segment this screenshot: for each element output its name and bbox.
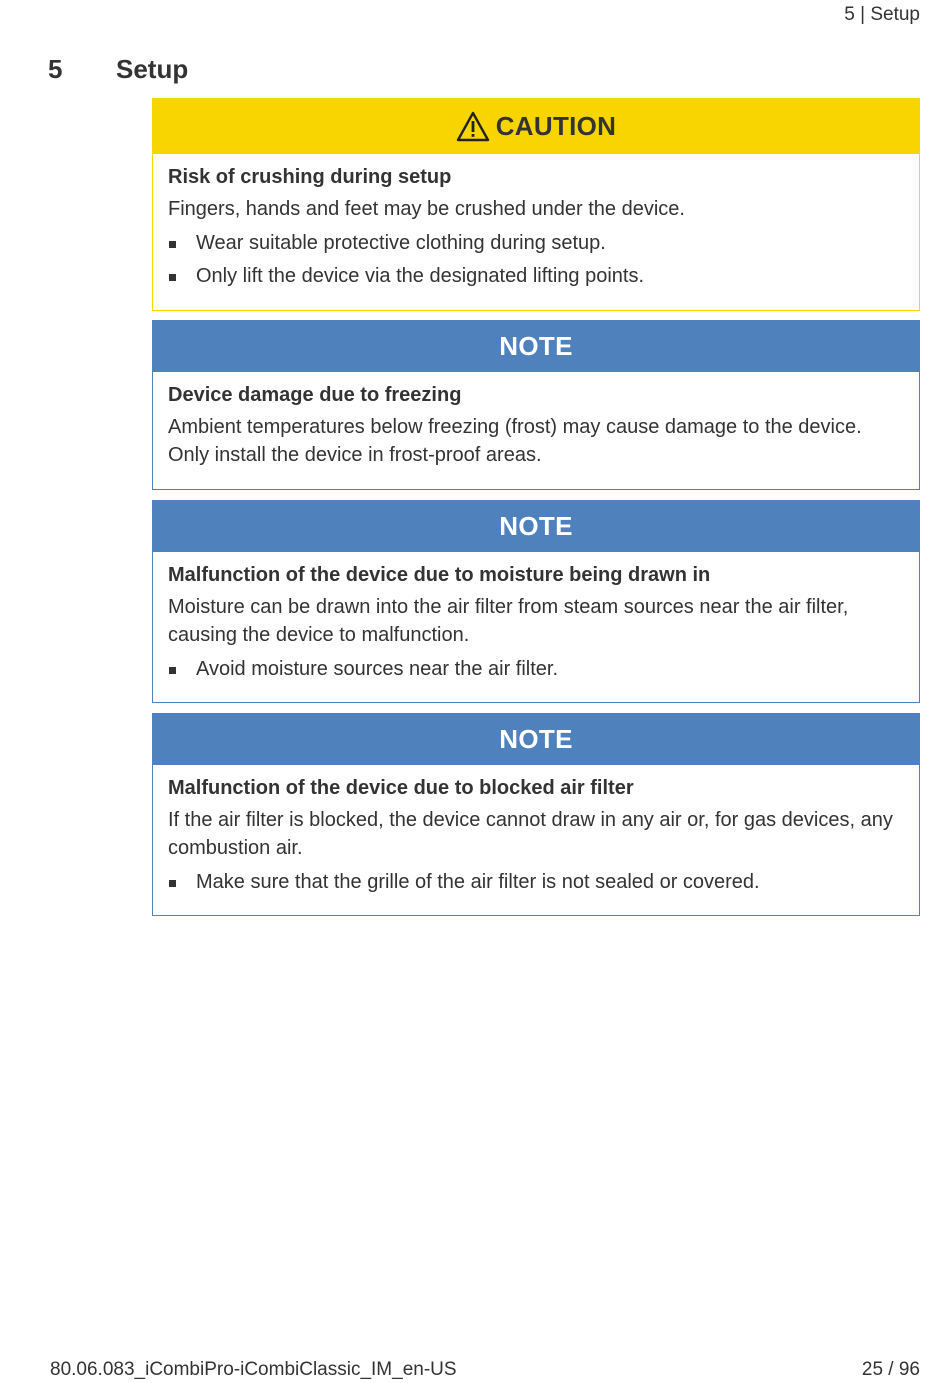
note-box-blocked-filter [152,713,920,916]
note-text: Moisture can be drawn into the air filter from steam sources near the air filter, causing the device to malfunction. [168,596,849,646]
note-body [153,552,919,686]
note-header: NOTE [153,321,919,372]
note-box-freezing [152,320,920,490]
footer-document-id: 80.06.083_iCombiPro-iCombiClassic_IM_en-US [50,1359,457,1380]
note-box-moisture [152,500,920,703]
note-body [153,372,919,469]
caution-label: CAUTION [495,111,617,141]
note-header: NOTE [153,714,919,765]
chapter-number: 5 [48,54,63,84]
note-body [153,765,919,899]
bullet-item: Avoid moisture sources near the air filter. [168,653,904,686]
bullet-item: Wear suitable protective clothing during setup. [168,227,904,260]
bullet-item: Only lift the device via the designated lifting points. [168,260,904,293]
warning-triangle-icon [456,111,490,142]
note-title: Device damage due to freezing [168,384,462,406]
caution-text: Fingers, hands and feet may be crushed under the device. [168,198,685,220]
note-title: Malfunction of the device due to moisture being drawn in [168,564,711,586]
caution-bullets [168,227,904,293]
footer-page-number: 25 / 96 [861,1359,920,1380]
bullet-item: Make sure that the grille of the air filter is not sealed or covered. [168,866,904,899]
note-header: NOTE [153,501,919,552]
note-text: If the air filter is blocked, the device cannot draw in any air or, for gas devices, any combustion air. [168,809,893,859]
note-bullets [168,653,904,686]
caution-title: Risk of crushing during setup [168,166,452,188]
note-title: Malfunction of the device due to blocked air filter [168,777,634,799]
note-bullets [168,866,904,899]
caution-box [152,98,920,311]
chapter-title: Setup [116,54,189,84]
caution-body [153,154,919,293]
caution-header [153,99,919,154]
running-header: 5 | Setup [844,4,920,25]
note-text: Ambient temperatures below freezing (frost) may cause damage to the device. Only install the device in frost-proof areas. [168,416,862,466]
chapter-heading [48,54,188,85]
